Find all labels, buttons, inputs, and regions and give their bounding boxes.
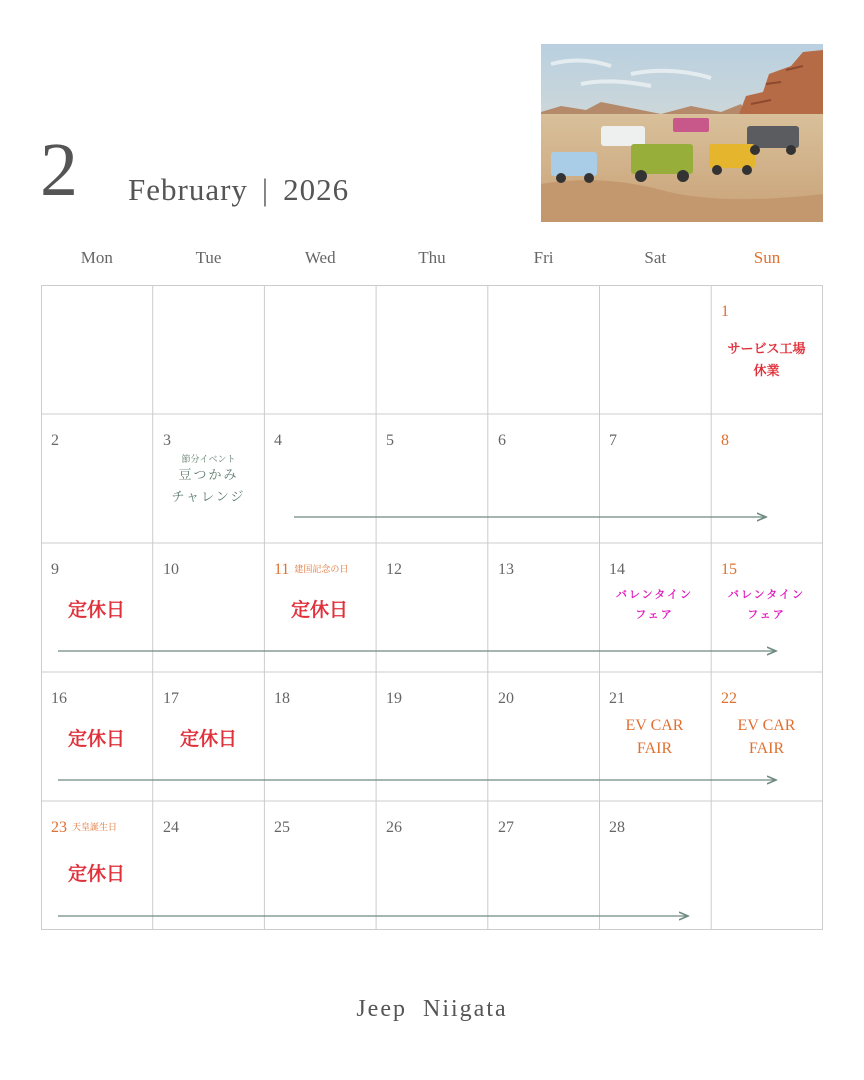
day-cell-17[interactable]: [153, 672, 265, 801]
day-number: 2: [51, 432, 59, 449]
event-line: バレンタイン: [615, 588, 694, 601]
day-cell-27[interactable]: [488, 801, 600, 930]
event-line: バレンタイン: [727, 588, 806, 601]
event-line: EV CAR: [625, 717, 684, 734]
valentine-fair-event: [711, 585, 822, 625]
day-cell-25[interactable]: [264, 801, 376, 930]
day-number: 26: [386, 819, 402, 836]
weekday-mon: Mon: [80, 248, 113, 267]
day-cell-6[interactable]: [488, 414, 600, 543]
weekday-sat: Sat: [644, 248, 667, 267]
event-line: EV CAR: [737, 717, 796, 734]
day-cell-9[interactable]: [41, 543, 153, 672]
day-cell-10[interactable]: [153, 543, 265, 672]
day-number: 4: [274, 432, 282, 449]
day-cell-26[interactable]: [376, 801, 488, 930]
day-cell-18[interactable]: [264, 672, 376, 801]
event-line: チャレンジ: [171, 490, 246, 505]
event-line: 豆つかみ: [178, 468, 239, 483]
day-number: 20: [498, 690, 514, 707]
ev-car-fair-event: [599, 714, 710, 760]
day-number: 19: [386, 690, 402, 707]
closed-day-label: 定休日: [67, 728, 125, 750]
day-cell-21[interactable]: [599, 672, 711, 801]
day-number: 1: [721, 303, 729, 320]
day-number: 8: [721, 432, 729, 449]
month-number: 2: [40, 128, 78, 212]
day-cell-5[interactable]: [376, 414, 488, 543]
day-cell-14[interactable]: [599, 543, 711, 672]
closed-day-label: 定休日: [67, 599, 125, 621]
closed-day-label: 定休日: [67, 863, 125, 885]
valentine-fair-event: [599, 585, 710, 625]
day-number: 27: [498, 819, 514, 836]
footer-brand: [0, 996, 864, 1023]
day-number: 13: [498, 561, 514, 578]
weekday-fri: Fri: [533, 248, 554, 267]
month-name: February: [128, 172, 248, 207]
day-cell-19[interactable]: [376, 672, 488, 801]
day-number: 15: [721, 561, 737, 578]
day-cell-1[interactable]: [711, 285, 823, 414]
day-number: 9: [51, 561, 59, 578]
weekday-sun: Sun: [753, 248, 781, 267]
weekday-tue: Tue: [195, 248, 222, 267]
ev-car-fair-event: [711, 714, 822, 760]
event-subtitle: 節分イベント: [181, 455, 236, 465]
day-number: 12: [386, 561, 402, 578]
day-number: 17: [163, 690, 179, 707]
day-number: 21: [609, 690, 625, 707]
holiday-label: 建国記念の日: [294, 564, 349, 574]
holiday-label: 天皇誕生日: [72, 822, 118, 832]
weekday-header: [41, 248, 823, 268]
day-number: 23: [51, 819, 67, 836]
event-line: FAIR: [636, 740, 673, 757]
jeep-desert-painting: [541, 44, 823, 222]
day-number: 18: [274, 690, 290, 707]
event-line: フェア: [635, 608, 674, 621]
day-number: 10: [163, 561, 179, 578]
brand-location: Niigata: [423, 996, 508, 1022]
day-number: 6: [498, 432, 506, 449]
month-title: [128, 172, 349, 208]
day-cell-28[interactable]: [599, 801, 711, 930]
closed-day-label: 定休日: [179, 728, 237, 750]
day-cell-2[interactable]: [41, 414, 153, 543]
day-cell-11[interactable]: [264, 543, 376, 672]
event-line: FAIR: [748, 740, 785, 757]
weekday-wed: Wed: [304, 248, 336, 267]
event-line: フェア: [747, 608, 786, 621]
day-number: 14: [609, 561, 625, 578]
day-cell-3[interactable]: [153, 414, 265, 543]
day-cell-15[interactable]: [711, 543, 823, 672]
day-cell-8[interactable]: [711, 414, 823, 543]
event-line: サービス工場: [727, 342, 806, 357]
setsubun-event: [153, 452, 264, 509]
brand-name: Jeep: [356, 996, 407, 1022]
day-cell-23[interactable]: [41, 801, 153, 930]
service-closure-event: [711, 339, 822, 383]
year: 2026: [283, 172, 350, 207]
day-number: 5: [386, 432, 394, 449]
day-number: 24: [163, 819, 179, 836]
day-number: 11: [274, 561, 290, 578]
calendar-grid: [41, 285, 823, 930]
day-number: 22: [721, 690, 737, 707]
title-separator: |: [261, 172, 270, 207]
day-number-with-holiday: [51, 819, 117, 837]
day-cell-13[interactable]: [488, 543, 600, 672]
day-cell-16[interactable]: [41, 672, 153, 801]
day-number: 3: [163, 432, 171, 449]
day-number: 7: [609, 432, 617, 449]
closed-day-label: 定休日: [290, 599, 348, 621]
event-line: 休業: [753, 364, 780, 379]
weekday-thu: Thu: [418, 248, 446, 267]
day-cell-7[interactable]: [599, 414, 711, 543]
day-cell-4[interactable]: [264, 414, 376, 543]
day-number: 25: [274, 819, 290, 836]
day-number: 16: [51, 690, 67, 707]
day-cell-12[interactable]: [376, 543, 488, 672]
day-cell-22[interactable]: [711, 672, 823, 801]
day-number-with-holiday: [274, 561, 348, 579]
day-number: 28: [609, 819, 625, 836]
day-cell-24[interactable]: [153, 801, 265, 930]
day-cell-20[interactable]: [488, 672, 600, 801]
